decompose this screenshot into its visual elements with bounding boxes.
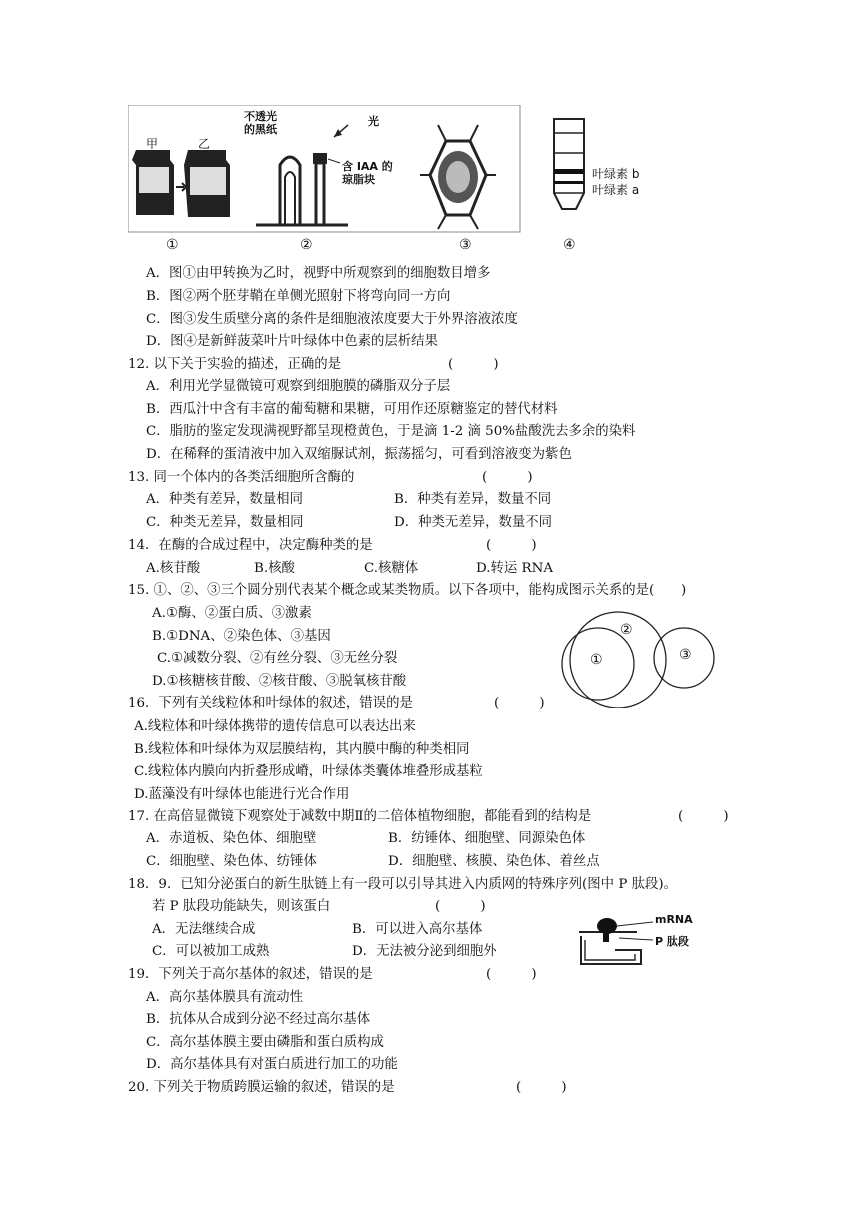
q17-option-c: C．细胞壁、染色体、纺锤体 — [146, 854, 317, 869]
q12-option-a: A．利用光学显微镜可观察到细胞膜的磷脂双分子层 — [146, 379, 451, 394]
chromatography-strip-figure — [554, 119, 584, 209]
q11-option-a: A．图①由甲转换为乙时，视野中所观察到的细胞数目增多 — [146, 266, 491, 281]
figure-number-4: ④ — [563, 237, 576, 253]
label-jia: 甲 — [146, 137, 159, 151]
q16-option-c: C.线粒体内膜向内折叠形成嵴，叶绿体类囊体堆叠形成基粒 — [134, 764, 483, 779]
label-light: 光 — [368, 115, 379, 128]
q12-option-d: D．在稀释的蛋清液中加入双缩脲试剂，振荡摇匀，可看到溶液变为紫色 — [146, 447, 572, 462]
q17-option-b: B．纺锤体、细胞壁、同源染色体 — [388, 831, 586, 846]
q16-option-b: B.线粒体和叶绿体为双层膜结构，其内膜中酶的种类相同 — [134, 742, 470, 757]
q14-stem: 14．在酶的合成过程中，决定酶种类的是 — [128, 538, 373, 553]
q13-option-c: C．种类无差异，数量相同 — [146, 515, 304, 530]
q18-stem-2: 若 P 肽段功能缺失，则该蛋白 — [152, 899, 331, 914]
q12-option-c: C．脂肪的鉴定发现满视野都呈现橙黄色，于是滴 1-2 滴 50%盐酸洗去多余的染料 — [146, 424, 636, 439]
label-p-peptide: P 肽段 — [655, 935, 689, 948]
q11-option-c: C．图③发生质壁分离的条件是细胞液浓度要大于外界溶液浓度 — [146, 312, 518, 327]
peptide-figure — [575, 912, 665, 974]
q11-option-b: B．图②两个胚芽鞘在单侧光照射下将弯向同一方向 — [146, 289, 451, 304]
q19-option-d: D．高尔基体具有对蛋白质进行加工的功能 — [146, 1057, 398, 1072]
plasmolysis-cell-figure — [420, 125, 496, 229]
q17-option-d: D．细胞壁、核膜、染色体、着丝点 — [388, 854, 600, 869]
figure-number-2: ② — [300, 237, 313, 253]
q18-option-a: A．无法继续合成 — [152, 922, 256, 937]
q17-answer-paren: ( ) — [678, 809, 729, 824]
q13-answer-paren: ( ) — [482, 470, 533, 485]
label-black-paper: 不透光 的黑纸 — [244, 110, 277, 136]
q19-option-c: C．高尔基体膜主要由磷脂和蛋白质构成 — [146, 1035, 384, 1050]
objective-lens-figure — [132, 150, 230, 217]
label-yi: 乙 — [198, 137, 211, 151]
q14-option-a: A.核苷酸 — [146, 561, 201, 576]
q17-option-a: A．赤道板、染色体、细胞壁 — [146, 831, 317, 846]
q18-option-c: C．可以被加工成熟 — [152, 944, 270, 959]
q17-stem: 17. 在高倍显微镜下观察处于减数中期Ⅱ的二倍体植物细胞，都能看到的结构是 — [128, 809, 592, 824]
figure-number-1: ① — [166, 237, 179, 253]
venn-label-3: ③ — [679, 647, 692, 663]
label-mrna: mRNA — [655, 913, 693, 926]
q16-answer-paren: ( ) — [494, 696, 545, 711]
q12-answer-paren: ( ) — [448, 357, 499, 372]
q15-option-d: D.①核糖核苷酸、②核苷酸、③脱氧核苷酸 — [152, 674, 407, 689]
q16-option-a: A.线粒体和叶绿体携带的遗传信息可以表达出来 — [134, 719, 416, 734]
q18-option-d: D．无法被分泌到细胞外 — [352, 944, 497, 959]
q13-option-a: A．种类有差异，数量相同 — [146, 492, 303, 507]
q13-option-d: D．种类无差异，数量不同 — [394, 515, 553, 530]
q19-option-b: B．抗体从合成到分泌不经过高尔基体 — [146, 1012, 371, 1027]
coleoptile-figure — [256, 125, 348, 225]
q14-option-b: B.核酸 — [254, 561, 295, 576]
q14-answer-paren: ( ) — [486, 538, 537, 553]
q16-option-d: D.蓝藻没有叶绿体也能进行光合作用 — [134, 787, 350, 802]
q20-answer-paren: ( ) — [516, 1080, 567, 1095]
q16-stem: 16．下列有关线粒体和叶绿体的叙述，错误的是 — [128, 696, 413, 711]
q15-option-a: A.①酶、②蛋白质、③激素 — [152, 606, 312, 621]
q19-answer-paren: ( ) — [486, 967, 537, 982]
q15-option-b: B.①DNA、②染色体、③基因 — [152, 629, 331, 644]
label-iaa-agar: 含 IAA 的 琼脂块 — [342, 160, 393, 186]
venn-label-1: ① — [590, 652, 603, 668]
q15-stem: 15. ①、②、③三个圆分别代表某个概念或某类物质。以下各项中，能构成图示关系的是( ) — [128, 583, 687, 598]
label-chlorophyll-a: 叶绿素 a — [592, 183, 640, 197]
q19-stem: 19．下列关于高尔基体的叙述，错误的是 — [128, 967, 373, 982]
q12-stem: 12. 以下关于实验的描述，正确的是 — [128, 357, 342, 372]
q13-stem: 13. 同一个体内的各类活细胞所含酶的 — [128, 470, 355, 485]
q14-option-c: C.核糖体 — [364, 561, 419, 576]
q19-option-a: A．高尔基体膜具有流动性 — [146, 990, 303, 1005]
figure-number-3: ③ — [459, 237, 472, 253]
q12-option-b: B．西瓜汁中含有丰富的葡萄糖和果糖，可用作还原糖鉴定的替代材料 — [146, 402, 558, 417]
q13-option-b: B．种类有差异，数量不同 — [394, 492, 552, 507]
q18-answer-paren: ( ) — [435, 899, 486, 914]
venn-circles-figure — [556, 608, 721, 708]
q20-stem: 20. 下列关于物质跨膜运输的叙述，错误的是 — [128, 1080, 395, 1095]
q18-option-b: B．可以进入高尔基体 — [352, 922, 483, 937]
q15-option-c: C.①减数分裂、②有丝分裂、③无丝分裂 — [157, 651, 398, 666]
q18-stem: 18．9．已知分泌蛋白的新生肽链上有一段可以引导其进入内质网的特殊序列(图中 P 肽段)。 — [128, 877, 677, 892]
q14-option-d: D.转运 RNA — [476, 561, 554, 576]
q11-option-d: D．图④是新鲜菠菜叶片叶绿体中色素的层析结果 — [146, 334, 438, 349]
venn-label-2: ② — [620, 622, 633, 638]
label-chlorophyll-b: 叶绿素 b — [592, 167, 640, 181]
